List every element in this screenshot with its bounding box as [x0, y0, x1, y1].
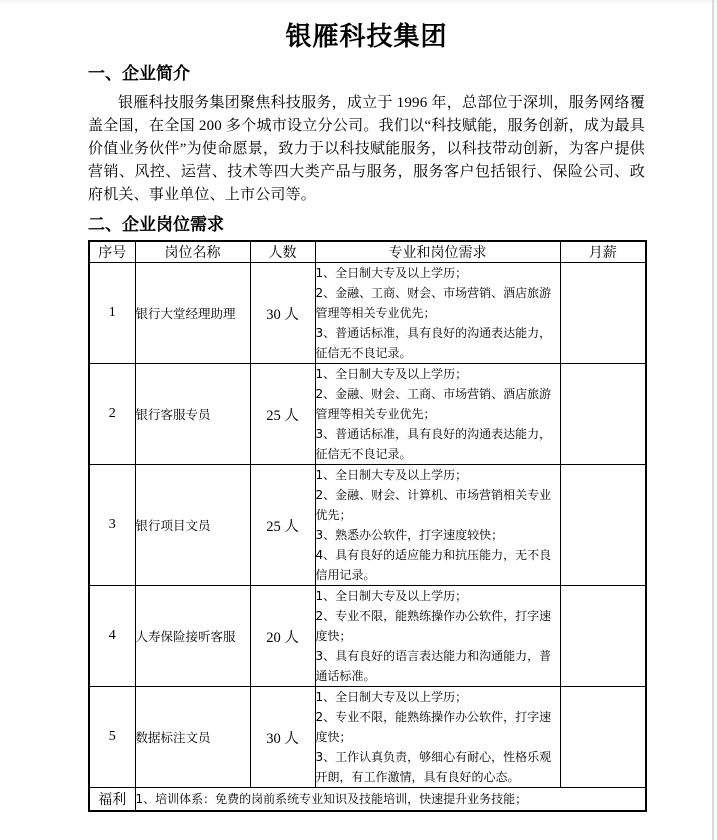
job-requirements: [315, 465, 560, 586]
benefits-label: 福利: [89, 788, 135, 812]
job-requirement-item: 2、金融、工商、财会、市场营销、酒店旅游管理等相关专业优先；: [315, 286, 552, 320]
job-headcount: 25 人: [250, 465, 315, 586]
section-heading-company-intro: 一、企业简介: [88, 64, 190, 83]
job-row: [89, 687, 646, 788]
job-requirement-item: 3、工作认真负责，够细心有耐心，性格乐观开朗，有工作激情，具有良好的心态。: [315, 750, 552, 784]
job-requirement-item: 3、普通话标准，具有良好的沟通表达能力，征信无不良记录。: [315, 326, 552, 360]
job-salary: [560, 263, 646, 364]
job-requirement-item: 4、具有良好的适应能力和抗压能力，无不良信用记录。: [315, 548, 552, 582]
job-serial-no: 1: [89, 263, 135, 364]
job-requirement-item: 1、全日制大专及以上学历；: [315, 266, 468, 280]
header-position: 岗位名称: [135, 241, 250, 263]
job-position-name: 银行大堂经理助理: [135, 263, 250, 364]
header-serial-no: 序号: [89, 241, 135, 263]
job-requirement-item: 1、全日制大专及以上学历；: [315, 367, 468, 381]
jobs-table-header-row: [89, 241, 646, 263]
job-requirement-item: 2、金融、财会、计算机、市场营销相关专业优先；: [315, 488, 552, 522]
job-requirements: [315, 263, 560, 364]
benefits-text: 1、培训体系：免费的岗前系统专业知识及技能培训，快速提升业务技能；: [135, 788, 646, 812]
job-requirements: [315, 687, 560, 788]
job-requirement-item: 1、全日制大专及以上学历；: [315, 589, 468, 603]
job-serial-no: 2: [89, 364, 135, 465]
header-requirements: 专业和岗位需求: [315, 241, 560, 263]
benefits-row: [89, 788, 646, 812]
document-title: 银雁科技集团: [285, 22, 448, 51]
job-row: [89, 263, 646, 364]
job-serial-no: 4: [89, 586, 135, 687]
job-requirement-item: 2、金融、财会、工商、市场营销、酒店旅游管理等相关专业优先；: [315, 387, 552, 421]
job-row: [89, 586, 646, 687]
job-requirement-item: 3、具有良好的语言表达能力和沟通能力，普通话标准。: [315, 649, 552, 683]
header-salary: 月薪: [560, 241, 646, 263]
job-requirement-item: 3、普通话标准，具有良好的沟通表达能力，征信无不良记录。: [315, 427, 552, 461]
job-salary: [560, 687, 646, 788]
header-headcount: 人数: [250, 241, 315, 263]
job-headcount: 30 人: [250, 263, 315, 364]
job-salary: [560, 586, 646, 687]
job-position-name: 银行项目文员: [135, 465, 250, 586]
job-salary: [560, 364, 646, 465]
job-position-name: 数据标注文员: [135, 687, 250, 788]
page-right-edge: [712, 0, 714, 840]
document-content: [88, 0, 645, 812]
job-requirement-item: 1、全日制大专及以上学历；: [315, 690, 468, 704]
job-requirement-item: 3、熟悉办公软件，打字速度较快；: [315, 528, 504, 542]
job-salary: [560, 465, 646, 586]
job-row: [89, 364, 646, 465]
job-row: [89, 465, 646, 586]
job-requirements: [315, 364, 560, 465]
jobs-table: [88, 240, 647, 812]
job-requirement-item: 2、专业不限，能熟练操作办公软件，打字速度快；: [315, 609, 552, 643]
section-heading-job-requirements: 二、企业岗位需求: [88, 215, 224, 234]
job-position-name: 银行客服专员: [135, 364, 250, 465]
job-headcount: 25 人: [250, 364, 315, 465]
job-headcount: 30 人: [250, 687, 315, 788]
job-serial-no: 3: [89, 465, 135, 586]
job-requirement-item: 1、全日制大专及以上学历；: [315, 468, 468, 482]
job-requirements: [315, 586, 560, 687]
job-headcount: 20 人: [250, 586, 315, 687]
job-position-name: 人寿保险接听客服: [135, 586, 250, 687]
job-serial-no: 5: [89, 687, 135, 788]
job-requirement-item: 2、专业不限，能熟练操作办公软件，打字速度快；: [315, 710, 552, 744]
company-intro-paragraph: 银雁科技服务集团聚焦科技服务，成立于 1996 年，总部位于深圳，服务网络覆盖全国，在全国 200 多个城市设立分公司。我们以“科技赋能，服务创新，成为最具价值业务伙伴”为使命愿景，致力于以科技赋能服务，以科技带动创新，为客户提供营销、风控、运营、技术等四大类产品与服务，服务客户包括银行、保险公司、政府机关、事业单位、上市公司等。: [88, 95, 645, 203]
